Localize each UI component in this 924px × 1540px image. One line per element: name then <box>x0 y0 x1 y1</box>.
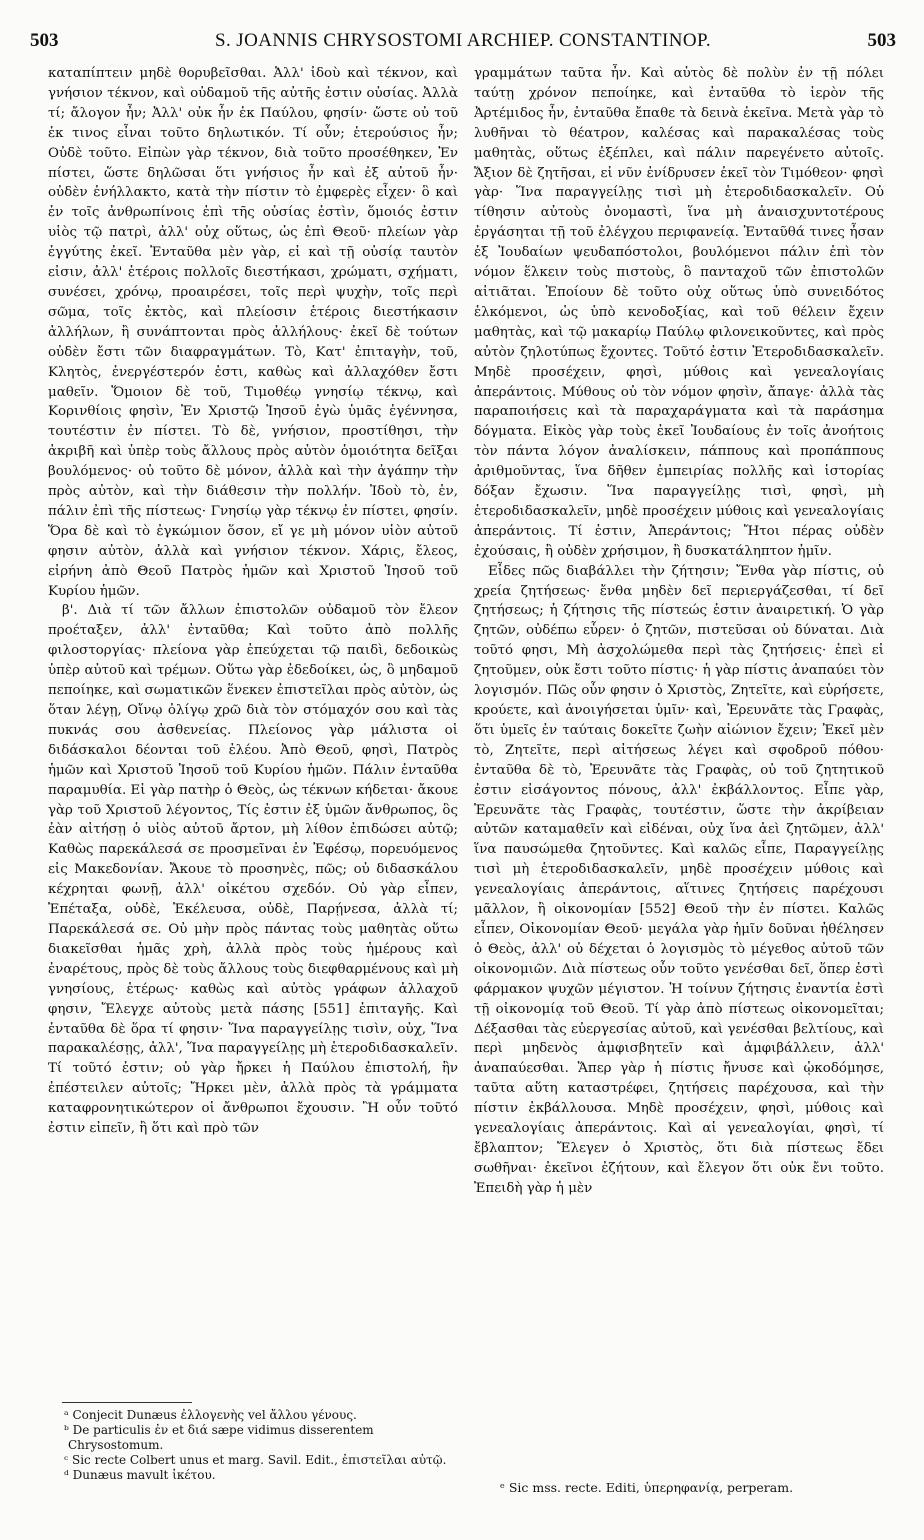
running-title: S. JOANNIS CHRYSOSTOMI ARCHIEP. CONSTANTINOP. <box>215 30 711 51</box>
left-paragraph-1: καταπίπτειν μηδὲ θορυβεῖσθαι. Ἀλλ' ἰδοὺ καὶ τέκνον, καὶ γνήσιον τέκνον, καὶ οὐδαμοῦ τῆς αὐτῆς ἐστιν οὐσίας. Ἀλλὰ τί; ἄλογον ἦν; Ἀλλ' οὐκ ἦν ἐκ Παύλου, φησίν· ὥστε οὐ τοῦ ἐκ τινος εἶναι τοῦτο δηλωτικόν. Τί οὖν; ἑτερούσιος ἦν; Οὐδὲ τοῦτο. Εἰπὼν γὰρ τέκνον, διὰ τοῦτο προσέθηκεν, Ἐν πίστει, ὥστε δηλῶσαι ὅτι γνήσιος ἦν καὶ ἐξ αὐτοῦ ἦν· οὐδὲν ἐνήλλακτο, κατὰ τὴν πίστιν τὸ ἐμφερὲς εἶχεν· ὃ καὶ ἐν τοῖς ἀνθρωπίνοις ἐπὶ τῆς οὐσίας ἐστὶν, ὅμοιός ἐστιν υἱὸς τῷ πατρὶ, ἀλλ' οὐχ οὕτως, ὡς ἐπὶ Θεοῦ· πλείων γὰρ ἐγγύτης ἐκεῖ. Ἐνταῦθα μὲν γὰρ, εἰ καὶ τῇ οὐσίᾳ ταυτὸν εἰσιν, ἀλλ' ἑτέροις πολλοῖς διεστήκασι, χρώματι, σχήματι, συνέσει, χρόνῳ, προαιρέσει, τοῖς περὶ ψυχὴν, τοῖς περὶ σῶμα, τοῖς ἐκτὸς, καὶ πλείοσιν ἑτέροις διεστήκασιν ἀλλήλων, ἢ συνάπτονται πρὸς ἀλλήλους· ἐκεῖ δὲ τούτων οὐδὲν ἔστι τῶν διαφραγμάτων. Τὸ, Κατ' ἐπιταγὴν, τοῦ, Κλητὸς, ἐνεργέστερόν ἐστι, καθὼς καὶ ἀλλαχόθεν ἔστι μαθεῖν. Ὅμοιον δὲ τοῦ, Τιμοθέῳ γνησίῳ τέκνῳ, καὶ Κορινθίοις φησὶν, Ἐν Χριστῷ Ἰησοῦ ἐγὼ ὑμᾶς ἐγέννησα, τουτέστιν ἐν πίστει. Τὸ δὲ, γνήσιον, προστίθησι, τὴν ἀκριβῆ καὶ ὑπὲρ τοὺς ἄλλους πρὸς αὐτὸν ὁμοιότητα δεῖξαι βουλόμενος· οὐ τοῦτο δὲ μόνον, ἀλλὰ καὶ τὴν ἀγάπην τὴν πρὸς αὐτὸν, καὶ τὴν διάθεσιν τὴν πολλήν. Ἰδοὺ τὸ, ἐν, πάλιν ἐπὶ τῆς πίστεως· Γνησίῳ γὰρ τέκνῳ ἐν πίστει, φησίν. Ὅρα δὲ καὶ τὸ ἐγκώμιον ὅσον, εἴ γε μὴ μόνον υἱὸν αὐτοῦ φησιν αὐτὸν, ἀλλὰ καὶ γνήσιον τέκνον. Χάρις, ἔλεος, εἰρήνη ἀπὸ Θεοῦ Πατρὸς ἡμῶν καὶ Χριστοῦ Ἰησοῦ τοῦ Κυρίου ἡμῶν. <box>48 66 458 599</box>
right-paragraph-1: γραμμάτων ταῦτα ἦν. Καὶ αὐτὸς δὲ πολὺν ἐν τῇ πόλει ταύτῃ χρόνον πεποίηκε, καὶ ἐνταῦθα τὸ ἱερὸν τῆς Ἀρτέμιδος ἦν, ἐνταῦθα ἔπαθε τὰ δεινὰ ἐκεῖνα. Μετὰ γὰρ τὸ λυθῆναι τὸ θέατρον, καλέσας καὶ παρακαλέσας τοὺς μαθητὰς, οὕτως ἐξέπλει, καὶ πάλιν παρεγένετο αὐτοῖς. Ἄξιον δὲ ζητῆσαι, εἰ νῦν ἐνίδρυσεν ἐκεῖ τὸν Τιμόθεον· φησὶ γὰρ· Ἵνα παραγγείλῃς τισὶ μὴ ἑτεροδιδασκαλεῖν. Οὐ τίθησιν αὐτοὺς ὀνομαστὶ, ἵνα μὴ ἀναισχυντοτέρους ἐργάσηται τῇ τοῦ ἐλέγχου περιφανείᾳ. Ἐνταῦθά τινες ἦσαν ἐξ Ἰουδαίων ψευδαπόστολοι, βουλόμενοι πάλιν ἐπὶ τὸν νόμον ἕλκειν τοὺς πιστοὺς, ὃ πανταχοῦ τῶν ἐπιστολῶν αἰτιᾶται. Ἐποίουν δὲ τοῦτο οὐχ οὕτως ὑπὸ συνειδότος ἑλκόμενοι, ὡς ὑπὸ κενοδοξίας, καὶ τοῦ θέλειν ἔχειν μαθητὰς, καὶ τῷ μακαρίῳ Παύλῳ φιλονεικοῦντες, καὶ πρὸς αὐτὸν ζηλοτύπως ἔχοντες. Τοῦτό ἐστιν Ἑτεροδιδασκαλεῖν. Μηδὲ προσέχειν, φησὶ, μύθοις καὶ γενεαλογίαις ἀπεράντοις. Μύθους οὐ τὸν νόμον φησὶν, ἄπαγε· ἀλλὰ τὰς παραποιήσεις καὶ τὰ παραχαράγματα καὶ τὰ παράσημα δόγματα. Εἰκὸς γὰρ τοὺς ἐκεῖ Ἰουδαίους ἐν τοῖς ἀνοήτοις τὸν πάντα λόγον ἀναλίσκειν, πάππους καὶ προπάππους ἀριθμοῦντας, ἵνα δῆθεν ἐμπειρίας πολλῆς καὶ ἱστορίας δόξαν ἔχωσιν. Ἵνα παραγγείλῃς τισὶ, φησὶ, μὴ ἑτεροδιδασκαλεῖν, μηδὲ προσέχειν μύθοις καὶ γενεαλογίαις ἀπεράντοις. Τί ἐστιν, Ἀπεράντοις; Ἤτοι πέρας οὐδὲν ἐχούσαις, ἢ οὐδὲν χρήσιμον, ἢ δυσκατάληπτον ἡμῖν. <box>474 66 884 559</box>
page-number-left: 503 <box>30 30 59 51</box>
right-paragraph-2: Εἶδες πῶς διαβάλλει τὴν ζήτησιν; Ἔνθα γὰρ πίστις, οὐ χρεία ζητήσεως· ἔνθα μηδὲν δεῖ περιεργάζεσθαι, τί δεῖ ζητήσεως; ἡ ζήτησις τῆς πίστεώς ἐστιν ἀναιρετική. Ὁ γὰρ ζητῶν, οὐδέπω εὗρεν· ὁ ζητῶν, πιστεῦσαι οὐ δύναται. Διὰ τοῦτό φησι, Μὴ ἀσχολώμεθα περὶ τὰς ζητήσεις· ἐπεὶ εἰ ζητοῦμεν, οὐκ ἔστι τοῦτο πίστις· ἡ γὰρ πίστις ἀναπαύει τὸν λογισμόν. Πῶς οὖν φησιν ὁ Χριστὸς, Ζητεῖτε, καὶ εὑρήσετε, κρούετε, καὶ ἀνοιγήσεται ὑμῖν· καὶ, Ἐρευνᾶτε τὰς Γραφὰς, ὅτι ὑμεῖς ἐν ταύταις δοκεῖτε ζωὴν αἰώνιον ἔχειν; Ἐκεῖ μὲν τὸ, Ζητεῖτε, περὶ αἰτήσεως λέγει καὶ σφοδροῦ πόθου· ἐνταῦθα δὲ τὸ, Ἐρευνᾶτε τὰς Γραφὰς, οὐ τοῦ ζητητικοῦ ἐστιν εἰσάγοντος πόνους, ἀλλ' ἐκβάλλοντος. Εἶπε γὰρ, Ἐρευνᾶτε τὰς Γραφὰς, τουτέστιν, ὥστε τὴν ἀκρίβειαν αὐτῶν καταμαθεῖν καὶ εἰδέναι, οὐχ ἵνα ἀεὶ ζητῶμεν, ἀλλ' ἵνα παυσώμεθα ζητοῦντες. Καὶ καλῶς εἶπε, Παραγγείλῃς τισὶ μὴ ἑτεροδιδασκαλεῖν, μηδὲ προσέχειν μύθοις καὶ γενεαλογίαις ἀπεράντοις, αἵτινες ζητήσεις παρέχουσι μᾶλλον, ἢ οἰκονομίαν [552] Θεοῦ τὴν ἐν πίστει. Καλῶς εἶπεν, Οἰκονομίαν Θεοῦ· μεγάλα γὰρ ἡμῖν δοῦναι ἠθέλησεν ὁ Θεὸς, ἀλλ' οὐ δέχεται ὁ λογισμὸς τὸ μέγεθος αὐτοῦ τῶν οἰκονομιῶν. Διὰ πίστεως οὖν τοῦτο γενέσθαι δεῖ, ὅπερ ἐστὶ φάρμακον ψυχῶν μέγιστον. Ἡ τοίνυν ζήτησις ἐναντία ἐστὶ τῇ οἰκονομίᾳ τοῦ Θεοῦ. Τί γὰρ ἀπὸ πίστεως οἰκονομεῖται; Δέξασθαι τὰς εὐεργεσίας αὐτοῦ, καὶ γενέσθαι βελτίους, καὶ περὶ μηδενὸς ἀμφισβητεῖν καὶ ἀμφιβάλλειν, ἀλλ' ἀναπαύεσθαι. Ἅπερ γὰρ ἡ πίστις ἤνυσε καὶ ᾠκοδόμησε, ταῦτα αὕτη καταστρέφει, ζητήσεις παρέχουσα, καὶ τὴν πίστιν ἐκβάλλουσα. Μηδὲ προσέχειν, φησὶ, μύθοις καὶ γενεαλογίαις ἀπεράντοις. Καὶ αἱ γενεαλογίαι, φησὶ, τί ἔβλαπτον; Ἔλεγεν ὁ Χριστὸς, ὅτι διὰ πίστεως ἔδει σωθῆναι· ἐκεῖνοι ἐζήτουν, καὶ ἔλεγον ὅτι οὐκ ἔνι τοῦτο. Ἐπειδὴ γὰρ ἡ μὲν <box>474 563 884 1196</box>
left-paragraph-2: β'. Διὰ τί τῶν ἄλλων ἐπιστολῶν οὐδαμοῦ τὸν ἔλεον προέταξεν, ἀλλ' ἐνταῦθα; Καὶ τοῦτο ἀπὸ πολλῆς φιλοστοργίας· πλείονα γὰρ ἐπεύχεται τῷ παιδὶ, δεδοικὼς ὑπὲρ αὐτοῦ καὶ τρέμων. Οὕτω γὰρ ἐδεδοίκει, ὡς, ὃ μηδαμοῦ πεποίηκε, καὶ σωματικῶν ἕνεκεν ἐπιστεῖλαι πρὸς αὐτὸν, ὡς ὅταν λέγῃ, Οἴνῳ ὀλίγῳ χρῶ διὰ τὸν στόμαχόν σου καὶ τὰς πυκνάς σου ἀσθενείας. Πλείονος γὰρ μάλιστα οἱ διδάσκαλοι δέονται τοῦ ἐλέου. Ἀπὸ Θεοῦ, φησὶ, Πατρὸς ἡμῶν καὶ Χριστοῦ Ἰησοῦ τοῦ Κυρίου ἡμῶν. Πάλιν ἐνταῦθα παραμυθία. Εἰ γὰρ πατὴρ ὁ Θεὸς, ὡς τέκνων κήδεται· ἄκουε γὰρ τοῦ Χριστοῦ λέγοντος, Τίς ἐστιν ἐξ ὑμῶν ἄνθρωπος, ὃς ἐὰν αἰτήσῃ ὁ υἱὸς αὐτοῦ ἄρτον, μὴ λίθον ἐπιδώσει αὐτῷ; Καθὼς παρεκάλεσά σε προσμεῖναι ἐν Ἐφέσῳ, πορευόμενος εἰς Μακεδονίαν. Ἄκουε τὸ προσηνὲς, πῶς; οὐ διδασκάλου κέχρηται φωνῇ, ἀλλ' οἰκέτου σχεδόν. Οὐ γὰρ εἶπεν, Ἐπέταξα, οὐδὲ, Ἐκέλευσα, οὐδὲ, Παρῄνεσα, ἀλλὰ τί; Παρεκάλεσά σε. Οὐ μὴν πρὸς πάντας τοὺς μαθητὰς οὕτω διακεῖσθαι ἡμᾶς χρὴ, ἀλλὰ πρὸς τοὺς ἡμέρους καὶ ἐναρέτους, πρὸς δὲ τοὺς ἄλλους τοὺς διεφθαρμένους καὶ μὴ γνησίους, ἑτέρως· καθὼς καὶ αὐτὸς γράφων ἀλλαχοῦ φησιν, Ἔλεγχε αὐτοὺς μετὰ πάσης [551] ἐπιταγῆς. Καὶ ἐνταῦθα δὲ ὅρα τί φησιν· Ἵνα παραγγείλῃς τισὶν, οὐχ, Ἵνα παρακαλέσῃς, ἀλλ', Ἵνα παραγγείλῃς μὴ ἑτεροδιδασκαλεῖν. Τί τοῦτό ἐστιν; οὐ γὰρ ἤρκει ἡ Παύλου ἐπιστολή, ἣν ἐπέστειλεν αὐτοῖς; Ἤρκει μὲν, ἀλλὰ πρὸς τὰ γράμματα καταφρονητικώτερον οἱ ἄνθρωποι ἔχουσιν. Ἢ οὖν τοῦτό ἐστιν εἰπεῖν, ἢ ὅτι καὶ πρὸ τῶν <box>48 603 458 1137</box>
footnote-d: ᵈ Dunæus mavult ἱκέτου. <box>64 1468 216 1482</box>
footnotes-left <box>56 1408 456 1483</box>
footnote-e: ᵉ Sic mss. recte. Editi, ὑπερηφανίᾳ, perperam. <box>500 1480 794 1495</box>
footnote-b: ᵇ De particulis ἐν et διά sæpe vidimus disserentem Chrysostomum. <box>64 1423 374 1452</box>
footnote-a: ᵃ Conjecit Dunæus ἐλλογενὴς vel ἄλλου γένους. <box>64 1408 357 1422</box>
right-column <box>474 64 884 1479</box>
page-number-right: 503 <box>867 30 896 51</box>
left-column <box>48 64 458 1404</box>
running-header <box>30 30 896 62</box>
footnote-rule <box>62 1402 192 1403</box>
footnote-c: ᶜ Sic recte Colbert unus et marg. Savil. Edit., ἐπιστεῖλαι αὐτῷ. <box>64 1453 447 1467</box>
